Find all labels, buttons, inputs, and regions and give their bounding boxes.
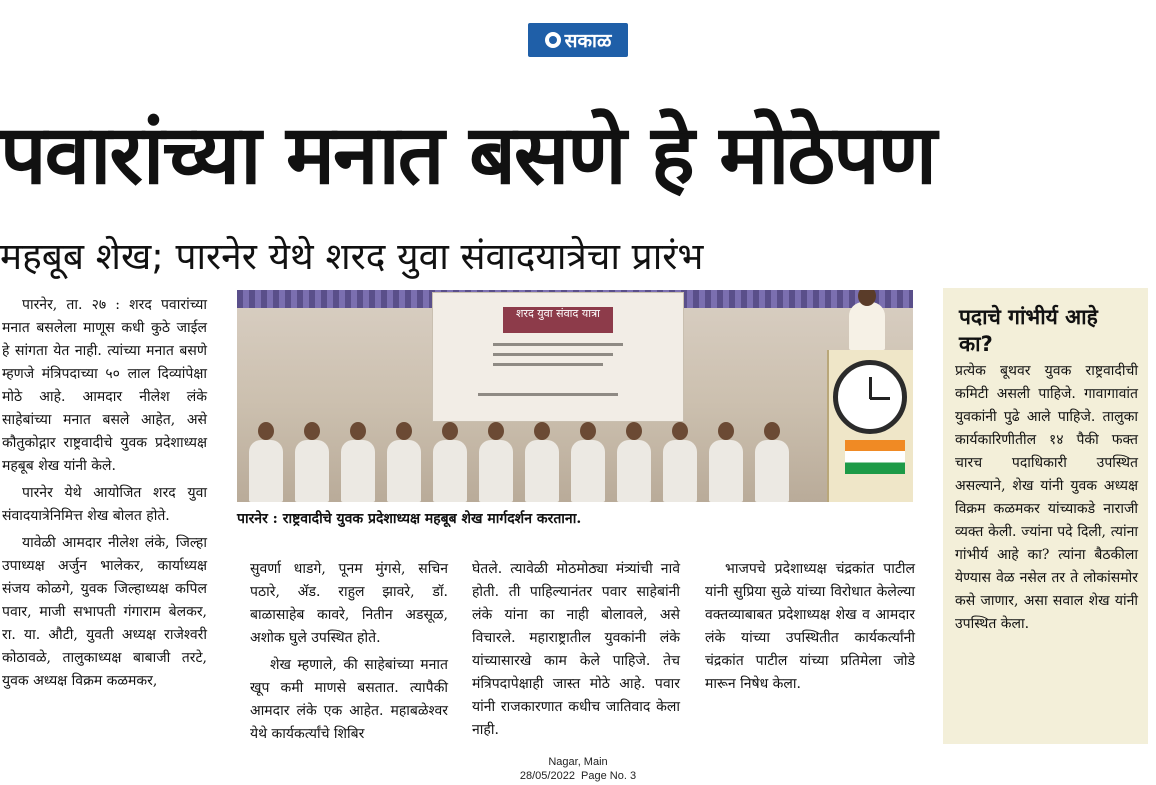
masthead-name: सकाळ — [564, 30, 612, 52]
ncp-clock-symbol-icon — [833, 360, 907, 434]
date-page-label: 28/05/2022 Page No. 3 — [519, 770, 637, 782]
banner-title: शरद युवा संवाद यात्रा — [503, 307, 613, 333]
article-paragraph: भाजपचे प्रदेशाध्यक्ष चंद्रकांत पाटील यांनी सुप्रिया सुळे यांच्या विरोधात केलेल्या वक्तव्याबाबत प्रदेशाध्यक्ष शेख व आमदार लंके यांच्या उपस्थितीत कार्यकर्त्यांनी चंद्रकांत पाटील यांच्या प्रतिमेला जोडे मारून निषेध केला. — [705, 561, 915, 692]
sidebar-title: पदाचे गांभीर्य आहे का? — [959, 305, 1098, 356]
news-photo — [237, 290, 913, 502]
article-column-4 — [705, 558, 915, 696]
sidebar-box — [943, 288, 1148, 744]
article-paragraph: पारनेर येथे आयोजित शरद युवा संवादयात्रेनिमित्त शेख बोलत होते. — [2, 485, 207, 524]
page-footer — [478, 755, 678, 783]
article-column-3 — [472, 558, 680, 742]
article-paragraph: पारनेर, ता. २७ : शरद पवारांच्या मनात बसलेला माणूस कधी कुठे जाईल हे सांगता येत नाही. त्यांच्या मनात बसणे म्हणजे मंत्रिपदाच्या ५० लाल दिव्यांपेक्षा मोठे आहे. आमदार नीलेश लंके साहेबांच्या मनात बसले आहेत, असे कौतुकोद्गार राष्ट्रवादीचे युवक प्रदेशाध्यक्ष महबूब शेख यांनी केले. — [2, 297, 207, 474]
photo-event-banner — [432, 292, 684, 422]
article-paragraph: यावेळी आमदार नीलेश लंके, जिल्हा उपाध्यक्ष अर्जुन भालेकर, कार्याध्यक्ष संजय कोळगे, युवक जिल्हाध्यक्ष कपिल पवार, माजी सभापती गंगाराम बेलकर, रा. या. औटी, युवती अध्यक्ष राजेश्वरी कोठावळे, तालुकाध्यक्ष बाबाजी तरटे, युवक अध्यक्ष विक्रम कळमकर, — [2, 535, 207, 689]
newspaper-masthead-logo — [528, 23, 628, 57]
article-column-1 — [2, 294, 207, 693]
article-paragraph: सुवर्णा धाडगे, पूनम मुंगसे, सचिन पठारे, ॲड. राहुल झावरे, डॉ. बाळासाहेब कावरे, नितीन अडसूळ, अशोक घुले उपस्थित होते. — [250, 561, 448, 646]
photo-caption: पारनेर : राष्ट्रवादीचे युवक प्रदेशाध्यक्ष महबूब शेख मार्गदर्शन करताना. — [237, 511, 582, 527]
article-paragraph: शेख म्हणाले, की साहेबांच्या मनात खूप कमी माणसे बसतात. त्यापैकी आमदार लंके एक आहेत. महाबळेश्वर येथे कार्यकर्त्यांचे शिबिर — [250, 657, 448, 742]
photo-seated-audience — [237, 410, 827, 502]
edition-label: Nagar, Main — [548, 756, 608, 768]
party-flag-icon — [845, 440, 905, 474]
article-column-2 — [250, 558, 448, 746]
sidebar-body: प्रत्येक बूथवर युवक राष्ट्रवादीची कमिटी असली पाहिजे. गावागावांत युवकांनी पुढे आले पाहिजे. तालुका कार्यकारिणीतील १४ पैकी फक्त चारच पदाधिकारी उपस्थित असल्याने, शेख यांनी युवक अध्यक्ष विक्रम कळमकर यांच्याकडे नाराजी व्यक्त केली. ज्यांना पदे दिली, त्यांना गांभीर्य आहे का? त्यांना बैठकीला येण्यास वेळ नसेल तर ते लोकांसमोर कसे जाणार, असा सवाल शेख यांनी उपस्थित केला. — [955, 363, 1138, 632]
article-paragraph: घेतले. त्यावेळी मोठमोठ्या मंत्र्यांची नावे होती. ती पाहिल्यानंतर पवार साहेबांनी लंके यांना का नाही बोलावले, असे विचारले. महाराष्ट्रातील युवकांनी लंके यांच्यासारखे काम केले पाहिजे. तेच मंत्रिपदापेक्षाही जास्त मोठे आहे. पवार यांनी राजकारणात कधीच जातिवाद केला नाही. — [472, 561, 680, 738]
subheadline: महबूब शेख; पारनेर येथे शरद युवा संवादयात्रेचा प्रारंभ — [0, 235, 704, 278]
sakal-emblem-icon — [545, 32, 561, 48]
headline: पवारांच्या मनात बसणे हे मोठेपण — [0, 108, 936, 203]
photo-speaker — [849, 302, 885, 350]
